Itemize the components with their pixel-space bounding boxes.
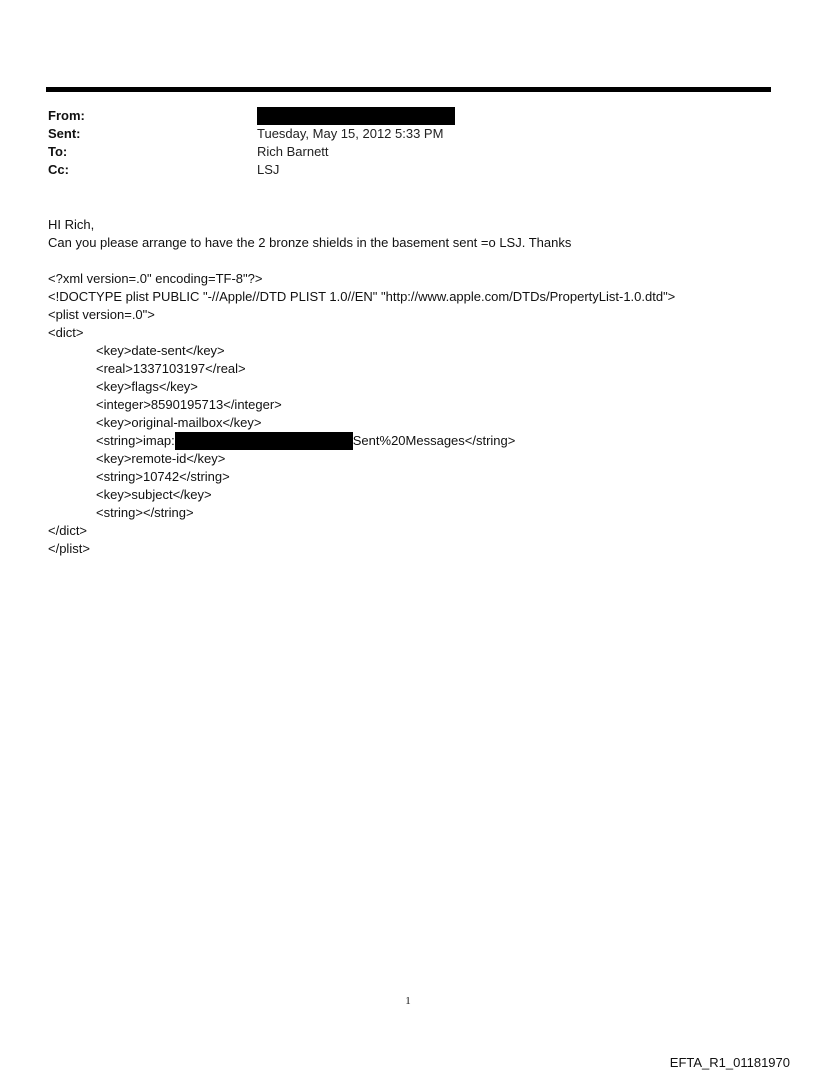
remote-id-value: <string>10742</string> [96,469,230,484]
mailbox-redaction-box [175,432,353,450]
subject-value: <string></string> [96,505,194,520]
plist-close-tag: </plist> [48,541,90,556]
plist-open-tag: <plist version=.0"> [48,307,155,322]
real-value: <real>1337103197</real> [96,361,246,376]
email-body [48,216,788,558]
from-value-redacted [257,107,455,125]
from-label: From: [48,108,85,123]
mailbox-prefix: <string>imap: [96,433,175,448]
sent-label: Sent: [48,126,81,141]
xml-declaration: <?xml version=.0" encoding=TF-8"?> [48,271,263,286]
doctype-line: <!DOCTYPE plist PUBLIC "-//Apple//DTD PLIST 1.0//EN" "http://www.apple.com/DTDs/PropertyList-1.0.dtd"> [48,289,676,304]
to-value: Rich Barnett [257,144,329,159]
cc-value: LSJ [257,162,280,177]
redaction-box [257,107,455,125]
key-subject: <key>subject</key> [96,487,212,502]
key-date-sent: <key>date-sent</key> [96,343,225,358]
message-text: Can you please arrange to have the 2 bronze shields in the basement sent =o LSJ. Thanks [48,235,572,250]
cc-label: Cc: [48,162,69,177]
greeting: HI Rich, [48,217,95,232]
mailbox-string-line [48,432,788,450]
page-number: 1 [405,995,411,1007]
key-remote-id: <key>remote-id</key> [96,451,226,466]
paragraph-gap [48,252,788,270]
key-flags: <key>flags</key> [96,379,198,394]
integer-value: <integer>8590195713</integer> [96,397,282,412]
to-label: To: [48,144,68,159]
dict-open-tag: <dict> [48,325,84,340]
top-rule [46,87,771,92]
key-original-mailbox: <key>original-mailbox</key> [96,415,262,430]
dict-close-tag: </dict> [48,523,88,538]
sent-value: Tuesday, May 15, 2012 5:33 PM [257,126,444,141]
mailbox-suffix: Sent%20Messages</string> [352,433,516,448]
document-id: EFTA_R1_01181970 [669,1055,790,1070]
